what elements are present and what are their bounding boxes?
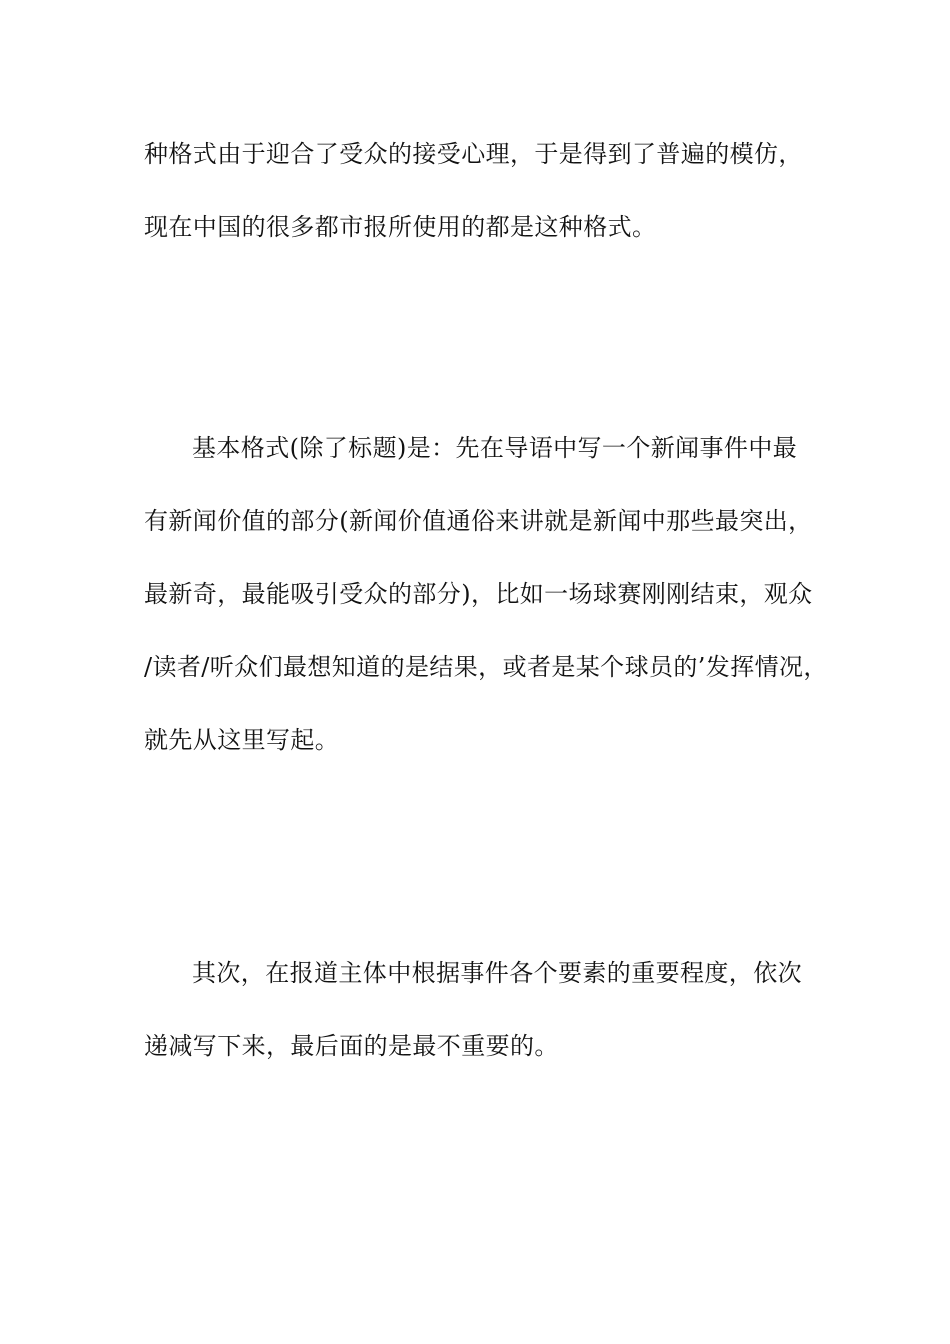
text-line: 现在中国的很多都市报所使用的都是这种格式。 [144,213,657,241]
text-line: 基本格式(除了标题)是：先在导语中写一个新闻事件中最 [192,434,798,462]
text-line: 有新闻价值的部分(新闻价值通俗来讲就是新闻中那些最突出， [144,507,813,535]
text-line: 其次，在报道主体中根据事件各个要素的重要程度，依次 [192,959,802,987]
paragraph-continuation [144,118,834,264]
paragraph-secondly [144,937,834,1083]
text-line: 最新奇，最能吸引受众的部分)，比如一场球赛刚刚结束，观众 [144,580,813,608]
text-line: /读者/听众们最想知道的是结果，或者是某个球员的’发挥情况， [144,653,828,681]
text-line: 递减写下来，最后面的是最不重要的。 [144,1032,559,1060]
paragraph-basic-format [144,412,834,777]
text-line: 种格式由于迎合了受众的接受心理，于是得到了普遍的模仿， [144,140,803,168]
text-line: 就先从这里写起。 [144,726,340,754]
